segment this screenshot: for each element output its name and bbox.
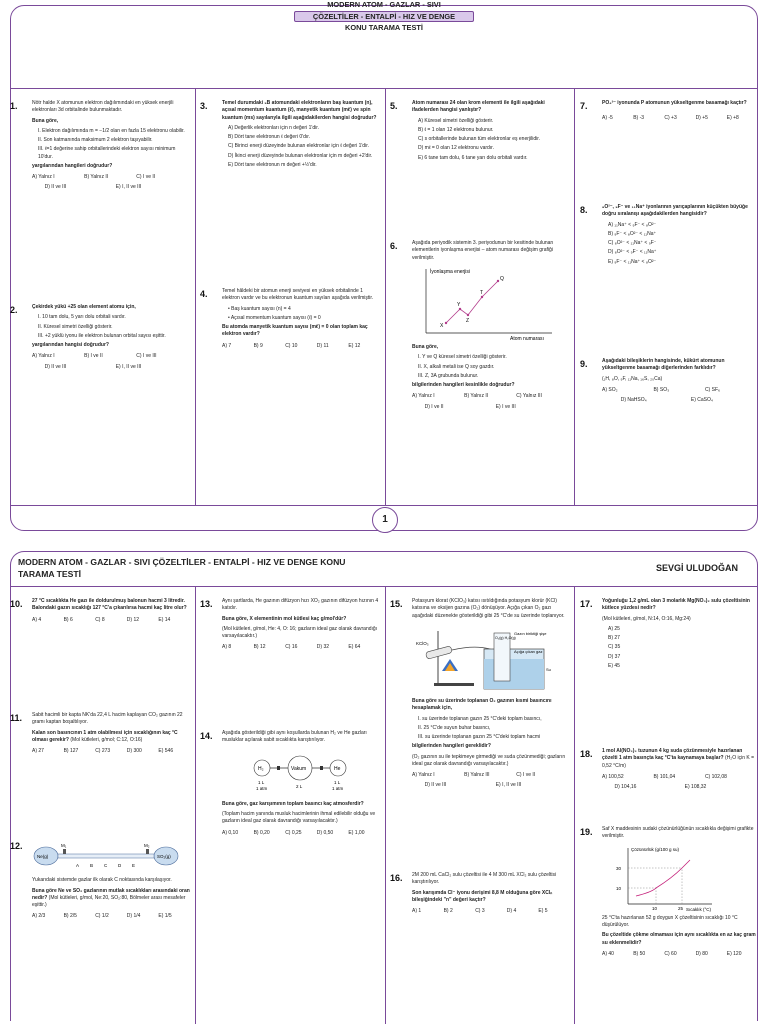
question-number: 17. bbox=[580, 599, 593, 609]
page2-title: MODERN ATOM - GAZLAR - SIVI ÇÖZELTİLER - ENTALPİ - HIZ VE DENGE KONU TARAMA TESTİ bbox=[18, 557, 346, 579]
question-number: 13. bbox=[200, 599, 213, 609]
option-d[interactable]: D) 1/4 bbox=[126, 913, 141, 920]
option-a[interactable]: A) 25 bbox=[608, 625, 620, 632]
question-number: 10. bbox=[10, 599, 23, 609]
question-2 bbox=[10, 304, 190, 374]
option-a[interactable]: A) SO₂ bbox=[602, 386, 618, 393]
option-e[interactable]: E) 12 bbox=[348, 342, 361, 349]
option-a[interactable]: A) Yalnız I bbox=[32, 353, 55, 360]
question-stem: Yukarıdaki sistemde gazlar ilk olarak C noktasında karşılaşıyor. bbox=[32, 877, 172, 884]
question-number: 16. bbox=[390, 873, 403, 883]
col-divider bbox=[385, 89, 386, 505]
option-b[interactable]: B) 27 bbox=[608, 635, 620, 641]
option-b[interactable]: B) Yalnız III bbox=[464, 772, 490, 778]
page-number: 1 bbox=[372, 507, 398, 533]
question-stem: Aynı şartlarda, He gazının difüzyon hızı XO₂ gazının difüzyon hızının 4 katıdır. bbox=[222, 598, 379, 612]
x-tick: 25 bbox=[678, 905, 684, 911]
question-data: (Mol kütleleri, g/mol, N:14, O:16, Mg:24) bbox=[602, 615, 691, 622]
question-ask: Bu çözeltide çökme olmaması için aynı sıcaklıkta en az kaç gram su eklenmelidir? bbox=[602, 932, 756, 946]
tick-label: B bbox=[90, 863, 94, 868]
option-b[interactable]: B) 12 bbox=[253, 644, 266, 651]
option-d[interactable]: D) 80 bbox=[695, 950, 708, 957]
question-ask: Kalan son basıncının 1 atm olabilmesi için sıcaklığının kaç °C olması gerekir? bbox=[32, 729, 178, 743]
page1-frame bbox=[10, 5, 758, 531]
option-d[interactable]: D) İkinci enerji düzeyinde bulunan elektronlar için m değeri +2'dir. bbox=[228, 152, 373, 159]
option-b[interactable]: B) 2 bbox=[443, 908, 453, 914]
question-11 bbox=[10, 712, 190, 758]
option-c[interactable]: C) +3 bbox=[664, 115, 677, 122]
y-tick: 10 bbox=[616, 885, 622, 891]
footer-divider bbox=[11, 505, 757, 506]
question-number: 4. bbox=[200, 289, 208, 299]
option-e[interactable]: E) 546 bbox=[158, 748, 174, 754]
option-c[interactable]: C) 16 bbox=[285, 644, 298, 651]
left-gas-label: Ne(g) bbox=[37, 854, 49, 859]
option-a[interactable]: A) 7 bbox=[222, 342, 232, 349]
question-lead: Buna göre, bbox=[412, 344, 439, 350]
statement: II. 25 °C'de suyun buhar basıncı, bbox=[418, 724, 491, 731]
question-data: (₁H, ₈O, ₉F, ₁₁Na, ₁₆S, ₂₀Ca) bbox=[602, 375, 663, 382]
option-a[interactable]: A) ₁₁Na⁺ < ₉F⁻ < ₈O²⁻ bbox=[608, 221, 657, 228]
title-line2: ÇÖZELTİLER - ENTALPİ - HIZ VE DENGE bbox=[294, 11, 474, 23]
gas-collection-apparatus bbox=[412, 623, 562, 695]
question-data: (Mol kütleleri, g/mol, Ne:20, SO₂:80, Bölmeler arası mesafeler eşittir.) bbox=[32, 894, 186, 908]
option-c[interactable]: C) Yalnız III bbox=[516, 393, 542, 400]
question-16 bbox=[390, 872, 570, 918]
valve-label: M₁ bbox=[61, 843, 67, 848]
question-stem: Potasyum klorat (KClO₃) katısı ısıtıldığında potasyum klorür (KCl) katısına ve oksijen gazına (O₂) dönüşüyor. Açığa çıkan O₂ gazı aşağıdaki düzenekte gösterildiği gibi 25 °C'de su üzerinde toplanıyor. bbox=[412, 598, 565, 619]
option-d[interactable]: D) II ve III bbox=[424, 782, 447, 789]
statement: • Açısal momentum kuantum sayısı (ℓ) = 0 bbox=[228, 314, 321, 321]
point-label: Z bbox=[466, 317, 470, 324]
option-c[interactable]: C) 10 bbox=[285, 342, 298, 349]
option-d[interactable]: D) II ve III bbox=[44, 363, 67, 370]
option-e[interactable]: E) 5 bbox=[538, 908, 548, 914]
option-d[interactable]: D) 37 bbox=[608, 653, 621, 660]
question-stem: Çekirdek yükü +25 olan element atomu için, bbox=[32, 304, 136, 310]
option-e[interactable]: E) +8 bbox=[726, 115, 739, 122]
option-b[interactable]: B) Dört tane elektronun ℓ değeri 0'dır. bbox=[228, 134, 311, 140]
volume-label: 2 L bbox=[296, 783, 303, 789]
option-e[interactable]: E) 108,32 bbox=[684, 784, 707, 790]
question-ask: Bu atomda manyetik kuantum sayısı (mℓ) = 0 olan toplam kaç elektron vardır? bbox=[222, 324, 368, 338]
question-7 bbox=[580, 100, 758, 126]
statement: II. Son katmanında maksimum 2 elektron taşıyabilir. bbox=[38, 137, 153, 143]
point-label: Q bbox=[500, 275, 504, 282]
option-d[interactable]: D) 4 bbox=[506, 908, 517, 914]
question-text: 25 °C'ta hazırlanan 52 g doygun X çözeltisinin sıcaklığı 10 °C düşürülüyor. bbox=[602, 914, 738, 928]
title-line3: KONU TARAMA TESTİ bbox=[344, 23, 423, 33]
gas-label: H₂ bbox=[258, 765, 264, 772]
option-b[interactable]: B) -3 bbox=[633, 115, 645, 122]
option-a[interactable]: A) -5 bbox=[602, 115, 613, 122]
option-b[interactable]: B) 50 bbox=[633, 950, 646, 957]
option-d[interactable]: D) 32 bbox=[316, 644, 330, 651]
option-c[interactable]: C) 1/2 bbox=[95, 913, 109, 920]
question-9 bbox=[580, 358, 758, 407]
question-stem: Aşağıda periyodik sistemin 3. periyodunun bir kesitinde bulunan elementlerin iyonlaşma enerjisi – atom numarası değişim grafiği verilmiştir. bbox=[412, 240, 554, 261]
ionization-graph bbox=[412, 265, 562, 341]
option-d[interactable]: D) 11 bbox=[316, 342, 329, 349]
option-d[interactable]: D) ₈O²⁻ < ₉F⁻ < ₁₁Na⁺ bbox=[608, 249, 657, 256]
option-c[interactable]: C) I ve II bbox=[516, 772, 536, 778]
option-e[interactable]: E) I, II ve III bbox=[495, 782, 522, 789]
option-c[interactable]: C) I ve II bbox=[136, 174, 156, 180]
question-number: 19. bbox=[580, 827, 593, 837]
question-stem: Saf X maddesinin sudaki çözünürlüğünün sıcaklıkla değişimi grafikte verilmiştir. bbox=[602, 826, 754, 840]
point-label: Y bbox=[457, 301, 461, 308]
y-tick: 30 bbox=[616, 865, 622, 871]
question-ask: Buna göre, gaz karışımının toplam basıncı kaç atmosferdir? bbox=[222, 800, 364, 807]
question-number: 9. bbox=[580, 359, 588, 369]
option-d[interactable]: D) 0,50 bbox=[316, 829, 334, 836]
question-stem: Atom numarası 24 olan krom elementi ile ilgili aşağıdaki ifadelerden hangisi yanlıştır? bbox=[412, 100, 545, 114]
option-b[interactable]: B) Yalnız II bbox=[84, 174, 109, 180]
question-17 bbox=[580, 598, 758, 672]
option-c[interactable]: C) ₈O²⁻ < ₁₁Na⁺ < ₉F⁻ bbox=[608, 240, 657, 246]
option-e[interactable]: E) 6 tane tam dolu, 6 tane yarı dolu orbitali vardır. bbox=[418, 154, 528, 161]
option-c[interactable]: C) 102,08 bbox=[704, 773, 727, 780]
option-c[interactable]: C) 60 bbox=[664, 950, 677, 957]
pressure-label: 1 atm bbox=[332, 785, 344, 791]
mixing-diagram bbox=[222, 748, 372, 798]
question-ask: Buna göre su üzerinde toplanan O₂ gazının kısmi basıncını hesaplamak için, bbox=[412, 698, 552, 712]
valve-label: M₂ bbox=[144, 843, 150, 848]
col-divider bbox=[574, 89, 575, 505]
option-e[interactable]: E) ₉F⁻ < ₁₁Na⁺ < ₈O²⁻ bbox=[608, 258, 657, 265]
page-title bbox=[294, 0, 474, 33]
option-a[interactable]: A) Yalnız I bbox=[32, 174, 55, 180]
question-stem: Temel durumdaki ₉B atomundaki elektronların baş kuantum (n), açısal momentum kuantum (ℓ), manyetik kuantum (mℓ) ve spin kuantum (ms) sayılarıyla ilgili aşağıdakilerden hangisi doğrudur? bbox=[222, 100, 377, 121]
tick-label: C bbox=[104, 863, 108, 868]
statement: I. 10 tam dolu, 5 yarı dolu orbitali vardır. bbox=[38, 314, 126, 321]
statement: II. Küresel simetri özelliği gösterir. bbox=[38, 323, 113, 330]
question-number: 5. bbox=[390, 101, 398, 111]
question-ask: Son karışımda Cl⁻ iyonu derişimi 8,8 M olduğuna göre XClₙ bileşiğindeki "n" değeri kaçtır? bbox=[412, 889, 553, 903]
solubility-graph bbox=[602, 844, 752, 912]
question-1 bbox=[10, 100, 190, 195]
option-d[interactable]: D) 12 bbox=[126, 616, 140, 623]
question-data: (Mol kütleleri, g/mol, He: 4, O: 16; gazların ideal gaz olarak davrandığı varsayılacaktır.) bbox=[222, 625, 378, 639]
option-e[interactable]: E) I ve III bbox=[495, 403, 516, 410]
pressure-label: 1 atm bbox=[256, 785, 268, 791]
option-b[interactable]: B) 127 bbox=[63, 748, 79, 754]
statement: II. X, alkali metali ise Q soy gazdır. bbox=[418, 363, 495, 370]
option-a[interactable]: A) 1 bbox=[412, 908, 422, 914]
statement: I. Y ve Q küresel simetri özelliği gösterir. bbox=[418, 354, 507, 361]
question-ask: bilgilerinden hangileri gereklidir? bbox=[412, 743, 491, 750]
question-stem: Aşağıda gösterildiği gibi aynı koşullarda bulunan H₂ ve He gazları musluklar açılarak sabit sıcaklıkta karıştırılıyor. bbox=[222, 730, 367, 744]
graph-ylabel: Çözünürlük (g/100 g su) bbox=[631, 846, 680, 852]
option-b[interactable]: B) 101,04 bbox=[653, 773, 676, 780]
statement: I. Elektron dağılımında m = −1/2 olan en fazla 15 elektronu olabilir. bbox=[38, 127, 185, 134]
point-label: T bbox=[480, 289, 484, 296]
option-a[interactable]: A) Küresel simetri özelliği gösterir. bbox=[418, 117, 494, 124]
question-3 bbox=[200, 100, 380, 171]
tick-label: A bbox=[76, 863, 80, 868]
option-e[interactable]: E) 120 bbox=[726, 950, 742, 957]
option-c[interactable]: C) 8 bbox=[95, 616, 105, 623]
statement: III. Z, 3A grubunda bulunur. bbox=[418, 372, 479, 379]
question-stem: Nötr halde X atomunun elektron dağılımındaki en yüksek enerjili elektronları 3d orbitalinde bulunmaktadır. bbox=[32, 100, 174, 114]
option-c[interactable]: C) 3 bbox=[475, 908, 485, 914]
option-e[interactable]: E) Dört tane elektronun m değeri +½'dir. bbox=[228, 161, 317, 168]
question-ask: Buna göre, X elementinin mol kütlesi kaç g/mol'dür? bbox=[222, 615, 347, 622]
header-divider bbox=[11, 586, 757, 587]
volume-label: 1 L bbox=[334, 779, 341, 785]
volume-label: 1 L bbox=[258, 779, 265, 785]
gas-label: Vakum bbox=[291, 765, 307, 772]
question-number: 8. bbox=[580, 205, 588, 215]
option-d[interactable]: D) 104,16 bbox=[614, 784, 637, 790]
col-divider bbox=[385, 587, 386, 1024]
option-d[interactable]: D) +5 bbox=[695, 115, 708, 122]
question-6 bbox=[390, 240, 570, 414]
statement: III. +2 yüklü iyonu ile elektron bulunan orbital sayısı eşittir. bbox=[38, 332, 166, 339]
option-c[interactable]: C) Birinci enerji düzeyinde bulunan elektronlar için ℓ değeri 1'dir. bbox=[228, 143, 369, 150]
question-stem: 1 mol Al(NO₃)₃ tuzunun 4 kg suda çözünmesiyle hazırlanan çözelti 1 atm basınçta kaç °C'ta kaynamaya başlar? bbox=[602, 748, 743, 762]
question-number: 6. bbox=[390, 241, 398, 251]
question-ask: yargılarından hangisi doğrudur? bbox=[32, 342, 109, 348]
option-d[interactable]: D) mℓ = 0 olan 12 elektronu vardır. bbox=[418, 145, 494, 152]
question-number: 3. bbox=[200, 101, 208, 111]
graph-xlabel: Atom numarası bbox=[510, 335, 544, 341]
question-data: (Mol kütleleri, g/mol; C:12, O:16) bbox=[70, 736, 143, 743]
option-e[interactable]: E) 1,00 bbox=[348, 829, 365, 836]
author-name: SEVGİ ULUDOĞAN bbox=[656, 563, 739, 573]
apparatus-label: Açığa çıkan gaz bbox=[514, 648, 543, 654]
option-d[interactable]: D) NaHSO₄ bbox=[620, 397, 647, 403]
question-18 bbox=[580, 748, 758, 794]
option-c[interactable]: C) 0,25 bbox=[285, 829, 302, 836]
question-number: 11. bbox=[10, 713, 23, 723]
option-e[interactable]: E) I, II ve III bbox=[115, 184, 142, 191]
option-c[interactable]: C) I ve III bbox=[136, 353, 157, 360]
tick-label: E bbox=[132, 863, 136, 868]
option-a[interactable]: A) Yalnız I bbox=[412, 772, 435, 778]
question-12 bbox=[10, 840, 190, 924]
question-stem: 27 °C sıcaklıkta He gazı ile doldurulmuş balonun hacmi 3 litredir. Balondaki gazın sıcaklığı 127 °C'a çıkarılırsa hacmi kaç litre olur? bbox=[32, 598, 187, 612]
apparatus-label: O₂(g) H₂O(g) bbox=[495, 635, 516, 640]
tick-label: D bbox=[118, 863, 122, 868]
option-a[interactable]: A) Değerlik elektronları için n değeri 1'dir. bbox=[228, 124, 319, 131]
question-lead: Buna göre, bbox=[32, 117, 59, 124]
col-divider bbox=[574, 587, 575, 1024]
option-e[interactable]: E) CaSO₄ bbox=[690, 397, 713, 403]
question-ask: yargılarından hangileri doğrudur? bbox=[32, 162, 113, 169]
question-number: 7. bbox=[580, 101, 588, 111]
question-19 bbox=[580, 826, 758, 961]
right-gas-label: SO₂(g) bbox=[157, 854, 171, 859]
option-b[interactable]: B) 6 bbox=[63, 616, 73, 623]
option-b[interactable]: B) ₉F⁻ < ₈O²⁻ < ₁₁Na⁺ bbox=[608, 230, 657, 237]
apparatus-label: Gazın biriktiği şişe bbox=[514, 630, 547, 636]
question-stem: PO₄³⁻ iyonunda P atomunun yükseltgenme basamağı kaçtır? bbox=[602, 100, 747, 106]
option-e[interactable]: E) 45 bbox=[608, 662, 620, 669]
option-b[interactable]: B) 9 bbox=[253, 342, 263, 349]
option-b[interactable]: B) 0,20 bbox=[253, 829, 270, 836]
option-a[interactable]: A) 27 bbox=[32, 748, 44, 754]
question-15 bbox=[390, 598, 570, 793]
option-c[interactable]: C) SF₆ bbox=[704, 386, 721, 393]
question-stem: Temel hâldeki bir atomun enerji seviyesi en yüksek orbitalinde 1 elektron vardır ve bu elektronun kuantum sayıları aşağıda verilmiştir. bbox=[222, 288, 374, 302]
question-stem: Sabit hacimli bir kapta NK'da 22,4 L hacim kaplayan CO₂ gazının 22 gramı kaptan boşaltılıyor. bbox=[32, 712, 183, 726]
statement: III. su üzerinde toplanan gazın 25 °C'deki toplam hacmi bbox=[418, 734, 541, 740]
option-b[interactable]: B) SO₃ bbox=[653, 386, 670, 393]
option-d[interactable]: D) II ve III bbox=[44, 184, 67, 191]
option-a[interactable]: A) 0,10 bbox=[222, 829, 239, 836]
question-4 bbox=[200, 288, 380, 353]
question-number: 15. bbox=[390, 599, 403, 609]
question-number: 1. bbox=[10, 101, 18, 111]
apparatus-label: KClO₃ bbox=[416, 640, 429, 646]
question-note: (Toplam hacim yanında musluk hacimlerinin ihmal edilebilir olduğu ve gazların ideal gaz olarak davrandığı varsayılacaktır.) bbox=[222, 811, 376, 825]
question-number: 14. bbox=[200, 731, 213, 741]
option-e[interactable]: E) 64 bbox=[348, 644, 361, 651]
option-b[interactable]: B) Yalnız II bbox=[464, 393, 489, 400]
statement: • Baş kuantum sayısı (n) = 4 bbox=[228, 305, 291, 312]
option-a[interactable]: A) Yalnız I bbox=[412, 393, 435, 400]
option-e[interactable]: E) I, II ve III bbox=[115, 363, 142, 370]
option-b[interactable]: B) I ve II bbox=[84, 353, 103, 360]
question-5 bbox=[390, 100, 570, 164]
graph-ylabel: İyonlaşma enerjisi bbox=[430, 268, 471, 275]
question-number: 12. bbox=[10, 841, 23, 851]
col-divider bbox=[195, 89, 196, 505]
question-10 bbox=[10, 598, 190, 627]
graph-xlabel: Sıcaklık (°C) bbox=[686, 906, 712, 912]
option-a[interactable]: A) 8 bbox=[222, 644, 232, 651]
option-a[interactable]: A) 100,52 bbox=[602, 773, 624, 780]
option-e[interactable]: E) 14 bbox=[158, 616, 171, 623]
question-14 bbox=[200, 730, 380, 840]
question-stem: Yoğunluğu 1,2 g/mL olan 3 molarlık Mg(NO₃)₂ sulu çözeltisinin kütlece yüzdesi nedir? bbox=[602, 598, 750, 612]
option-d[interactable]: D) 300 bbox=[126, 748, 142, 754]
question-number: 2. bbox=[10, 305, 18, 315]
question-data: (H₂O için K = 0,52 °C/m) bbox=[602, 755, 755, 769]
question-note: (O₂ gazının su ile tepkimeye girmediği ve suda çözünmediği; gazların ideal gaz olarak davrandığı varsayılacaktır.) bbox=[412, 753, 566, 767]
option-e[interactable]: E) 1/5 bbox=[158, 913, 172, 920]
option-a[interactable]: A) 40 bbox=[602, 950, 614, 957]
point-label: X bbox=[440, 322, 444, 329]
option-a[interactable]: A) 4 bbox=[32, 616, 42, 623]
option-c[interactable]: C) 35 bbox=[608, 644, 621, 651]
question-13 bbox=[200, 598, 380, 655]
question-number: 18. bbox=[580, 749, 593, 759]
x-tick: 10 bbox=[652, 905, 658, 911]
option-b[interactable]: B) ℓ = 1 olan 12 elektronu bulunur. bbox=[418, 126, 494, 133]
option-c[interactable]: C) 273 bbox=[95, 748, 111, 754]
question-ask: bilgilerinden hangileri kesinlikle doğrudur? bbox=[412, 382, 515, 388]
statement: I. su üzerinde toplanan gazın 25 °C'deki toplam basıncı, bbox=[418, 715, 542, 722]
question-stem: ₈O²⁻, ₉F⁻ ve ₁₁Na⁺ iyonlarının yarıçaplarının küçükten büyüğe doğru sıralanışı aşağıdakilerden hangisidir? bbox=[602, 204, 748, 218]
col-divider bbox=[195, 587, 196, 1024]
diffusion-diagram bbox=[32, 840, 182, 874]
header-divider bbox=[11, 88, 757, 89]
question-stem: Aşağıdaki bileşiklerin hangisinde, kükürt atomunun yükseltgenme basamağı diğerlerinden farklıdır? bbox=[602, 358, 725, 372]
question-ask: Buna göre Ne ve SO₂ gazlarının mutlak sıcaklıkları arasındaki oran nedir? bbox=[32, 887, 190, 901]
question-stem: 2M 200 mL CaCl₂ sulu çözeltisi ile 4 M 300 mL XCl₂ sulu çözeltisi karıştırılıyor. bbox=[412, 872, 557, 886]
option-c[interactable]: C) s orbitallerinde bulunan tüm elektronlar eş enerjilidir. bbox=[418, 136, 541, 142]
gas-label: He bbox=[334, 765, 341, 772]
title-line1: MODERN ATOM - GAZLAR - SIVI bbox=[327, 0, 441, 9]
question-8 bbox=[580, 204, 758, 268]
apparatus-label: Su bbox=[546, 666, 551, 672]
option-a[interactable]: A) 2/3 bbox=[32, 913, 46, 920]
statement: III. ℓ=1 değerine sahip orbitallerindeki elektron sayısı minimum 10'dur. bbox=[38, 146, 176, 160]
option-d[interactable]: D) I ve II bbox=[424, 403, 444, 410]
option-b[interactable]: B) 2/5 bbox=[63, 913, 77, 920]
